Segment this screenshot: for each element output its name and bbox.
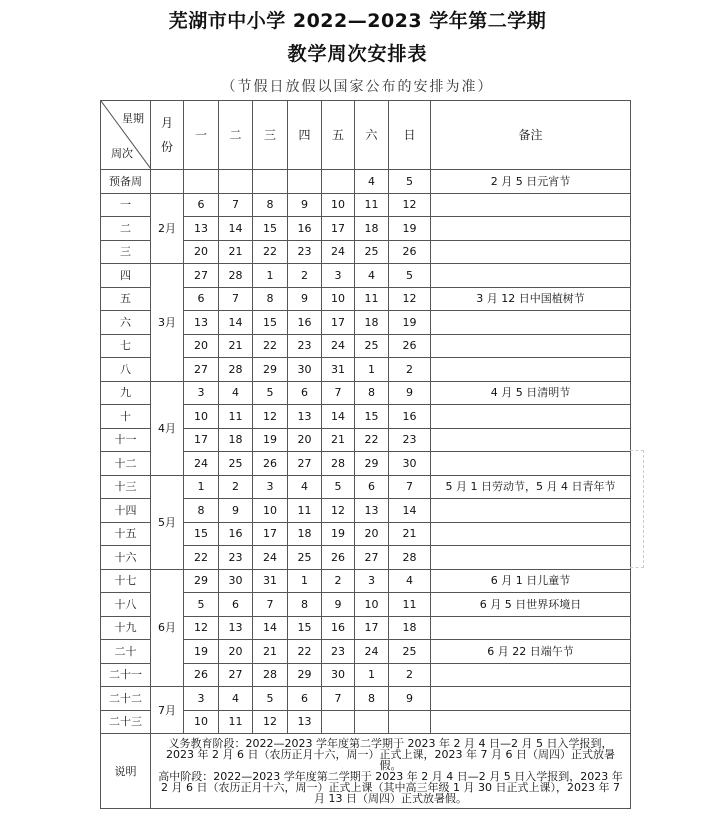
week-number: 十七 [101, 569, 151, 593]
remark-cell [431, 546, 631, 570]
week-number: 十四 [101, 499, 151, 523]
day-cell-sat [355, 710, 389, 734]
header-day-tue: 二 [219, 101, 253, 170]
day-cell-wed: 29 [253, 358, 288, 382]
day-cell-thu: 22 [288, 640, 322, 664]
day-cell-mon: 15 [184, 522, 219, 546]
day-cell-sat: 22 [355, 428, 389, 452]
day-cell-thu: 29 [288, 663, 322, 687]
day-cell-fri: 23 [322, 640, 355, 664]
header-day-sat: 六 [355, 101, 389, 170]
day-cell-wed: 31 [253, 569, 288, 593]
day-cell-tue: 6 [219, 593, 253, 617]
day-cell-fri: 16 [322, 616, 355, 640]
day-cell-thu: 4 [288, 475, 322, 499]
day-cell-sun [389, 710, 431, 734]
day-cell-thu: 6 [288, 381, 322, 405]
day-cell-mon: 29 [184, 569, 219, 593]
week-number: 二十三 [101, 710, 151, 734]
day-cell-mon: 17 [184, 428, 219, 452]
day-cell-wed: 24 [253, 546, 288, 570]
week-number: 十五 [101, 522, 151, 546]
header-zhouci-label: 周次 [111, 147, 133, 160]
day-cell-thu: 8 [288, 593, 322, 617]
day-cell-fri: 24 [322, 334, 355, 358]
header-row [101, 101, 631, 170]
day-cell-wed: 26 [253, 452, 288, 476]
day-cell-mon: 10 [184, 710, 219, 734]
remark-cell [431, 405, 631, 429]
header-diagonal-cell [101, 101, 151, 170]
remark-cell [431, 264, 631, 288]
remark-cell: 2 月 5 日元宵节 [431, 170, 631, 194]
day-cell-mon: 26 [184, 663, 219, 687]
table-row [101, 475, 631, 499]
day-cell-sat: 18 [355, 217, 389, 241]
day-cell-fri: 17 [322, 217, 355, 241]
day-cell-tue: 30 [219, 569, 253, 593]
header-month-label-2: 份 [160, 140, 173, 154]
day-cell-wed: 17 [253, 522, 288, 546]
day-cell-tue: 23 [219, 546, 253, 570]
day-cell-thu: 13 [288, 405, 322, 429]
remark-cell: 3 月 12 日中国植树节 [431, 287, 631, 311]
day-cell-mon: 13 [184, 217, 219, 241]
week-number: 二十 [101, 640, 151, 664]
day-cell-sun: 26 [389, 334, 431, 358]
day-cell-sun: 5 [389, 264, 431, 288]
day-cell-mon: 5 [184, 593, 219, 617]
day-cell-tue [219, 170, 253, 194]
day-cell-wed: 5 [253, 687, 288, 711]
day-cell-thu: 9 [288, 193, 322, 217]
day-cell-wed: 14 [253, 616, 288, 640]
remark-cell [431, 358, 631, 382]
remark-cell: 6 月 22 日端午节 [431, 640, 631, 664]
day-cell-sun: 19 [389, 311, 431, 335]
day-cell-fri: 7 [322, 381, 355, 405]
day-cell-tue: 9 [219, 499, 253, 523]
day-cell-fri [322, 710, 355, 734]
table-row [101, 264, 631, 288]
table-row [101, 687, 631, 711]
day-cell-tue: 2 [219, 475, 253, 499]
day-cell-wed: 19 [253, 428, 288, 452]
day-cell-wed: 7 [253, 593, 288, 617]
day-cell-fri: 24 [322, 240, 355, 264]
day-cell-wed: 21 [253, 640, 288, 664]
day-cell-mon: 27 [184, 264, 219, 288]
header-day-wed: 三 [253, 101, 288, 170]
remark-cell: 5 月 1 日劳动节，5 月 4 日青年节 [431, 475, 631, 499]
day-cell-wed: 15 [253, 217, 288, 241]
day-cell-fri: 14 [322, 405, 355, 429]
day-cell-thu [288, 170, 322, 194]
table-row [101, 569, 631, 593]
day-cell-mon: 10 [184, 405, 219, 429]
day-cell-fri: 12 [322, 499, 355, 523]
day-cell-sun: 2 [389, 358, 431, 382]
day-cell-thu: 30 [288, 358, 322, 382]
day-cell-mon: 27 [184, 358, 219, 382]
day-cell-sun: 12 [389, 287, 431, 311]
header-week-label: 星期 [122, 112, 144, 125]
day-cell-sun: 28 [389, 546, 431, 570]
day-cell-fri: 28 [322, 452, 355, 476]
explanation-high-school: 高中阶段：2022—2023 学年度第二学期于 2023 年 2 月 4 日—2 月 5 日入学报到，2023 年 2 月 6 日（农历正月十六，周一）正式上课（其中高三年级 1 月 30 日正式上课），2023 年 7 月 13 日（周四）正式放暑假。 [158, 770, 623, 805]
day-cell-sun: 16 [389, 405, 431, 429]
month-cell: 4月 [151, 381, 184, 475]
day-cell-wed: 10 [253, 499, 288, 523]
week-number: 十六 [101, 546, 151, 570]
day-cell-thu: 13 [288, 710, 322, 734]
day-cell-thu: 15 [288, 616, 322, 640]
day-cell-thu: 20 [288, 428, 322, 452]
day-cell-wed: 22 [253, 240, 288, 264]
day-cell-fri [322, 170, 355, 194]
remark-cell [431, 499, 631, 523]
day-cell-sat: 13 [355, 499, 389, 523]
day-cell-mon: 20 [184, 240, 219, 264]
week-number: 四 [101, 264, 151, 288]
explanation-row [101, 734, 631, 809]
document-title: 芜湖市中小学 2022—2023 学年第二学期 [168, 10, 547, 32]
day-cell-mon: 6 [184, 193, 219, 217]
day-cell-sun: 25 [389, 640, 431, 664]
header-remark: 备注 [431, 101, 631, 170]
day-cell-mon [184, 170, 219, 194]
month-cell: 2月 [151, 193, 184, 264]
explanation-compulsory: 义务教育阶段：2022—2023 学年度第二学期于 2023 年 2 月 4 日—2 月 5 日入学报到，2023 年 2 月 6 日（农历正月十六，周一）正式上课，2023 年 7 月 6 日（周四）正式放暑假。 [166, 737, 615, 772]
day-cell-sun: 11 [389, 593, 431, 617]
month-cell: 5月 [151, 475, 184, 569]
day-cell-tue: 28 [219, 264, 253, 288]
week-number: 十九 [101, 616, 151, 640]
remark-cell [431, 334, 631, 358]
day-cell-wed: 8 [253, 193, 288, 217]
day-cell-wed: 8 [253, 287, 288, 311]
day-cell-sun: 23 [389, 428, 431, 452]
day-cell-fri: 7 [322, 687, 355, 711]
day-cell-thu: 16 [288, 311, 322, 335]
day-cell-sat: 24 [355, 640, 389, 664]
remark-cell [431, 616, 631, 640]
day-cell-tue: 14 [219, 311, 253, 335]
day-cell-thu: 6 [288, 687, 322, 711]
week-number: 十八 [101, 593, 151, 617]
explanation-text [151, 734, 631, 809]
day-cell-tue: 4 [219, 381, 253, 405]
day-cell-thu: 16 [288, 217, 322, 241]
day-cell-sat: 8 [355, 687, 389, 711]
day-cell-mon: 13 [184, 311, 219, 335]
day-cell-wed: 12 [253, 405, 288, 429]
holiday-note: （节假日放假以国家公布的安排为准） [221, 79, 494, 95]
remark-cell [431, 193, 631, 217]
table-row [101, 381, 631, 405]
month-cell-empty [151, 170, 184, 194]
day-cell-tue: 13 [219, 616, 253, 640]
day-cell-sat: 18 [355, 311, 389, 335]
day-cell-sat: 25 [355, 240, 389, 264]
day-cell-sun: 18 [389, 616, 431, 640]
table-row [101, 170, 631, 194]
day-cell-sat: 20 [355, 522, 389, 546]
week-number: 十三 [101, 475, 151, 499]
day-cell-sun: 12 [389, 193, 431, 217]
remark-cell [431, 240, 631, 264]
remark-cell [431, 217, 631, 241]
day-cell-tue: 18 [219, 428, 253, 452]
day-cell-mon: 24 [184, 452, 219, 476]
remark-cell [431, 663, 631, 687]
day-cell-mon: 12 [184, 616, 219, 640]
day-cell-sat: 15 [355, 405, 389, 429]
week-number: 九 [101, 381, 151, 405]
day-cell-thu: 11 [288, 499, 322, 523]
day-cell-fri: 5 [322, 475, 355, 499]
day-cell-mon: 19 [184, 640, 219, 664]
day-cell-wed: 12 [253, 710, 288, 734]
header-month-label-1: 月 [160, 116, 173, 130]
day-cell-tue: 14 [219, 217, 253, 241]
day-cell-fri: 9 [322, 593, 355, 617]
day-cell-fri: 31 [322, 358, 355, 382]
day-cell-sun: 2 [389, 663, 431, 687]
week-number: 七 [101, 334, 151, 358]
explanation-label: 说明 [101, 734, 151, 809]
remark-cell: 6 月 1 日儿童节 [431, 569, 631, 593]
week-number: 三 [101, 240, 151, 264]
document-subtitle: 教学周次安排表 [287, 43, 428, 65]
week-number: 十二 [101, 452, 151, 476]
day-cell-tue: 20 [219, 640, 253, 664]
day-cell-fri: 2 [322, 569, 355, 593]
day-cell-tue: 7 [219, 287, 253, 311]
day-cell-tue: 16 [219, 522, 253, 546]
day-cell-thu: 23 [288, 334, 322, 358]
month-cell: 7月 [151, 687, 184, 734]
week-number: 二 [101, 217, 151, 241]
day-cell-wed: 22 [253, 334, 288, 358]
day-cell-wed [253, 170, 288, 194]
day-cell-mon: 3 [184, 687, 219, 711]
dashed-marker [630, 450, 644, 568]
day-cell-thu: 1 [288, 569, 322, 593]
month-cell: 3月 [151, 264, 184, 382]
day-cell-tue: 21 [219, 334, 253, 358]
week-number: 二十一 [101, 663, 151, 687]
remark-cell [431, 710, 631, 734]
day-cell-sat: 29 [355, 452, 389, 476]
day-cell-sun: 5 [389, 170, 431, 194]
header-month [151, 101, 184, 170]
week-number: 六 [101, 311, 151, 335]
header-day-sun: 日 [389, 101, 431, 170]
day-cell-sat: 17 [355, 616, 389, 640]
day-cell-sun: 4 [389, 569, 431, 593]
day-cell-thu: 27 [288, 452, 322, 476]
week-number: 预备周 [101, 170, 151, 194]
header-day-mon: 一 [184, 101, 219, 170]
week-number: 十 [101, 405, 151, 429]
day-cell-tue: 7 [219, 193, 253, 217]
week-number: 二十二 [101, 687, 151, 711]
day-cell-sun: 9 [389, 381, 431, 405]
day-cell-sat: 27 [355, 546, 389, 570]
day-cell-sat: 11 [355, 193, 389, 217]
day-cell-mon: 8 [184, 499, 219, 523]
day-cell-sat: 4 [355, 170, 389, 194]
day-cell-wed: 5 [253, 381, 288, 405]
day-cell-sun: 26 [389, 240, 431, 264]
day-cell-thu: 25 [288, 546, 322, 570]
day-cell-fri: 26 [322, 546, 355, 570]
day-cell-sun: 21 [389, 522, 431, 546]
day-cell-sat: 11 [355, 287, 389, 311]
header-day-thu: 四 [288, 101, 322, 170]
table-row [101, 193, 631, 217]
day-cell-thu: 2 [288, 264, 322, 288]
day-cell-wed: 1 [253, 264, 288, 288]
week-number: 八 [101, 358, 151, 382]
week-number: 十一 [101, 428, 151, 452]
remark-cell [431, 452, 631, 476]
day-cell-sat: 25 [355, 334, 389, 358]
day-cell-sat: 1 [355, 663, 389, 687]
month-cell: 6月 [151, 569, 184, 687]
week-number: 一 [101, 193, 151, 217]
day-cell-sat: 1 [355, 358, 389, 382]
remark-cell [431, 522, 631, 546]
day-cell-sun: 19 [389, 217, 431, 241]
header-day-fri: 五 [322, 101, 355, 170]
day-cell-tue: 25 [219, 452, 253, 476]
day-cell-sun: 9 [389, 687, 431, 711]
day-cell-tue: 21 [219, 240, 253, 264]
day-cell-sat: 10 [355, 593, 389, 617]
day-cell-mon: 1 [184, 475, 219, 499]
day-cell-sat: 3 [355, 569, 389, 593]
day-cell-mon: 20 [184, 334, 219, 358]
day-cell-fri: 30 [322, 663, 355, 687]
day-cell-fri: 21 [322, 428, 355, 452]
day-cell-fri: 17 [322, 311, 355, 335]
day-cell-thu: 18 [288, 522, 322, 546]
day-cell-sat: 8 [355, 381, 389, 405]
day-cell-wed: 15 [253, 311, 288, 335]
day-cell-fri: 10 [322, 193, 355, 217]
day-cell-sun: 7 [389, 475, 431, 499]
day-cell-sat: 6 [355, 475, 389, 499]
day-cell-fri: 3 [322, 264, 355, 288]
day-cell-tue: 11 [219, 405, 253, 429]
schedule-table [100, 100, 631, 809]
remark-cell [431, 687, 631, 711]
day-cell-mon: 3 [184, 381, 219, 405]
day-cell-sun: 14 [389, 499, 431, 523]
remark-cell: 6 月 5 日世界环境日 [431, 593, 631, 617]
day-cell-mon: 6 [184, 287, 219, 311]
day-cell-tue: 11 [219, 710, 253, 734]
remark-cell [431, 428, 631, 452]
day-cell-tue: 27 [219, 663, 253, 687]
day-cell-mon: 22 [184, 546, 219, 570]
day-cell-fri: 19 [322, 522, 355, 546]
day-cell-sun: 30 [389, 452, 431, 476]
day-cell-tue: 28 [219, 358, 253, 382]
day-cell-tue: 4 [219, 687, 253, 711]
day-cell-thu: 23 [288, 240, 322, 264]
day-cell-thu: 9 [288, 287, 322, 311]
remark-cell [431, 311, 631, 335]
day-cell-wed: 3 [253, 475, 288, 499]
day-cell-fri: 10 [322, 287, 355, 311]
remark-cell: 4 月 5 日清明节 [431, 381, 631, 405]
day-cell-wed: 28 [253, 663, 288, 687]
day-cell-sat: 4 [355, 264, 389, 288]
week-number: 五 [101, 287, 151, 311]
